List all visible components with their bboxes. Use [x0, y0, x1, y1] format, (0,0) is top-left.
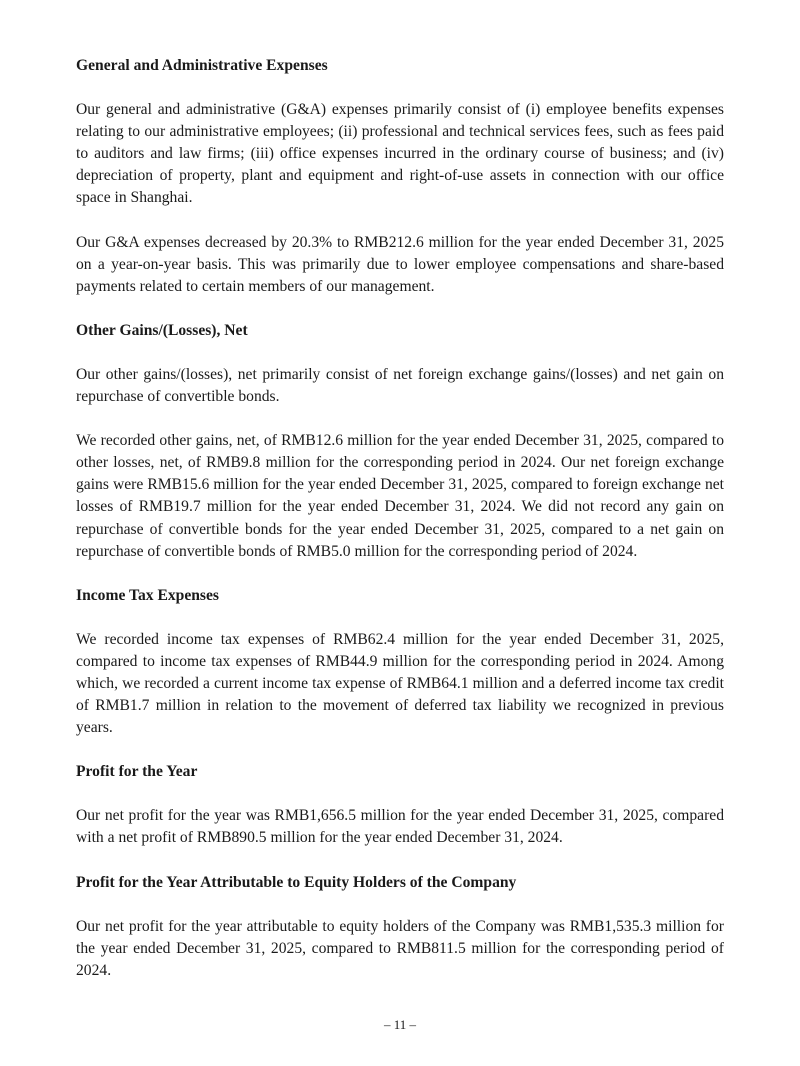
- paragraph: We recorded other gains, net, of RMB12.6 million for the year ended December 31, 2025, compared to other losses, net, of RMB9.8 million for the corresponding period in 2024. Our net foreign exchange gains were RMB15.6 million for the year ended December 31, 2025, compared to foreign exchange net losses of RMB19.7 million for the year ended December 31, 2024. We did not record any gain on repurchase of convertible bonds for the year ended December 31, 2025, compared to a net gain on repurchase of convertible bonds of RMB5.0 million for the corresponding period of 2024.: [76, 432, 724, 560]
- section-heading: Income Tax Expenses: [76, 586, 219, 604]
- page-number: – 11 –: [383, 1017, 417, 1032]
- section-profit-attributable-equity-holders: [76, 872, 724, 982]
- paragraph: Our general and administrative (G&A) expenses primarily consist of (i) employee benefits expenses relating to our administrative employees; (ii) professional and technical services fees, such as fees paid to auditors and law firms; (iii) office expenses incurred in the ordinary course of business; and (iv) depreciation of property, plant and equipment and right-of-use assets in connection with our office space in Shanghai.: [76, 101, 724, 207]
- paragraph: Our G&A expenses decreased by 20.3% to RMB212.6 million for the year ended December 31, 2025 on a year-on-year basis. This was primarily due to lower employee compensations and share-based payments related to certain members of our management.: [76, 233, 724, 295]
- section-income-tax-expenses: [76, 585, 724, 740]
- document-page: [76, 55, 724, 1004]
- section-heading: General and Administrative Expenses: [76, 57, 328, 74]
- section-ga-expenses: [76, 55, 724, 298]
- section-profit-for-year: [76, 761, 724, 849]
- section-heading: Profit for the Year: [76, 763, 198, 781]
- paragraph: Our other gains/(losses), net primarily consist of net foreign exchange gains/(losses) and net gain on repurchase of convertible bonds.: [76, 365, 724, 406]
- section-other-gains-losses: [76, 320, 724, 563]
- paragraph: We recorded income tax expenses of RMB62.4 million for the year ended December 31, 2025, compared to income tax expenses of RMB44.9 million for the corresponding period in 2024. Among which, we recorded a current income tax expense of RMB64.1 million and a deferred income tax credit of RMB1.7 million in relation to the movement of deferred tax liability we recognized in previous years.: [76, 630, 724, 737]
- section-heading: Other Gains/(Losses), Net: [76, 321, 248, 339]
- paragraph: Our net profit for the year attributable to equity holders of the Company was RMB1,535.3 million for the year ended December 31, 2025, compared to RMB811.5 million for the corresponding period of 2024.: [76, 917, 724, 979]
- section-heading: Profit for the Year Attributable to Equity Holders of the Company: [76, 873, 517, 891]
- paragraph: Our net profit for the year was RMB1,656.5 million for the year ended December 31, 2025, compared with a net profit of RMB890.5 million for the year ended December 31, 2024.: [76, 807, 724, 847]
